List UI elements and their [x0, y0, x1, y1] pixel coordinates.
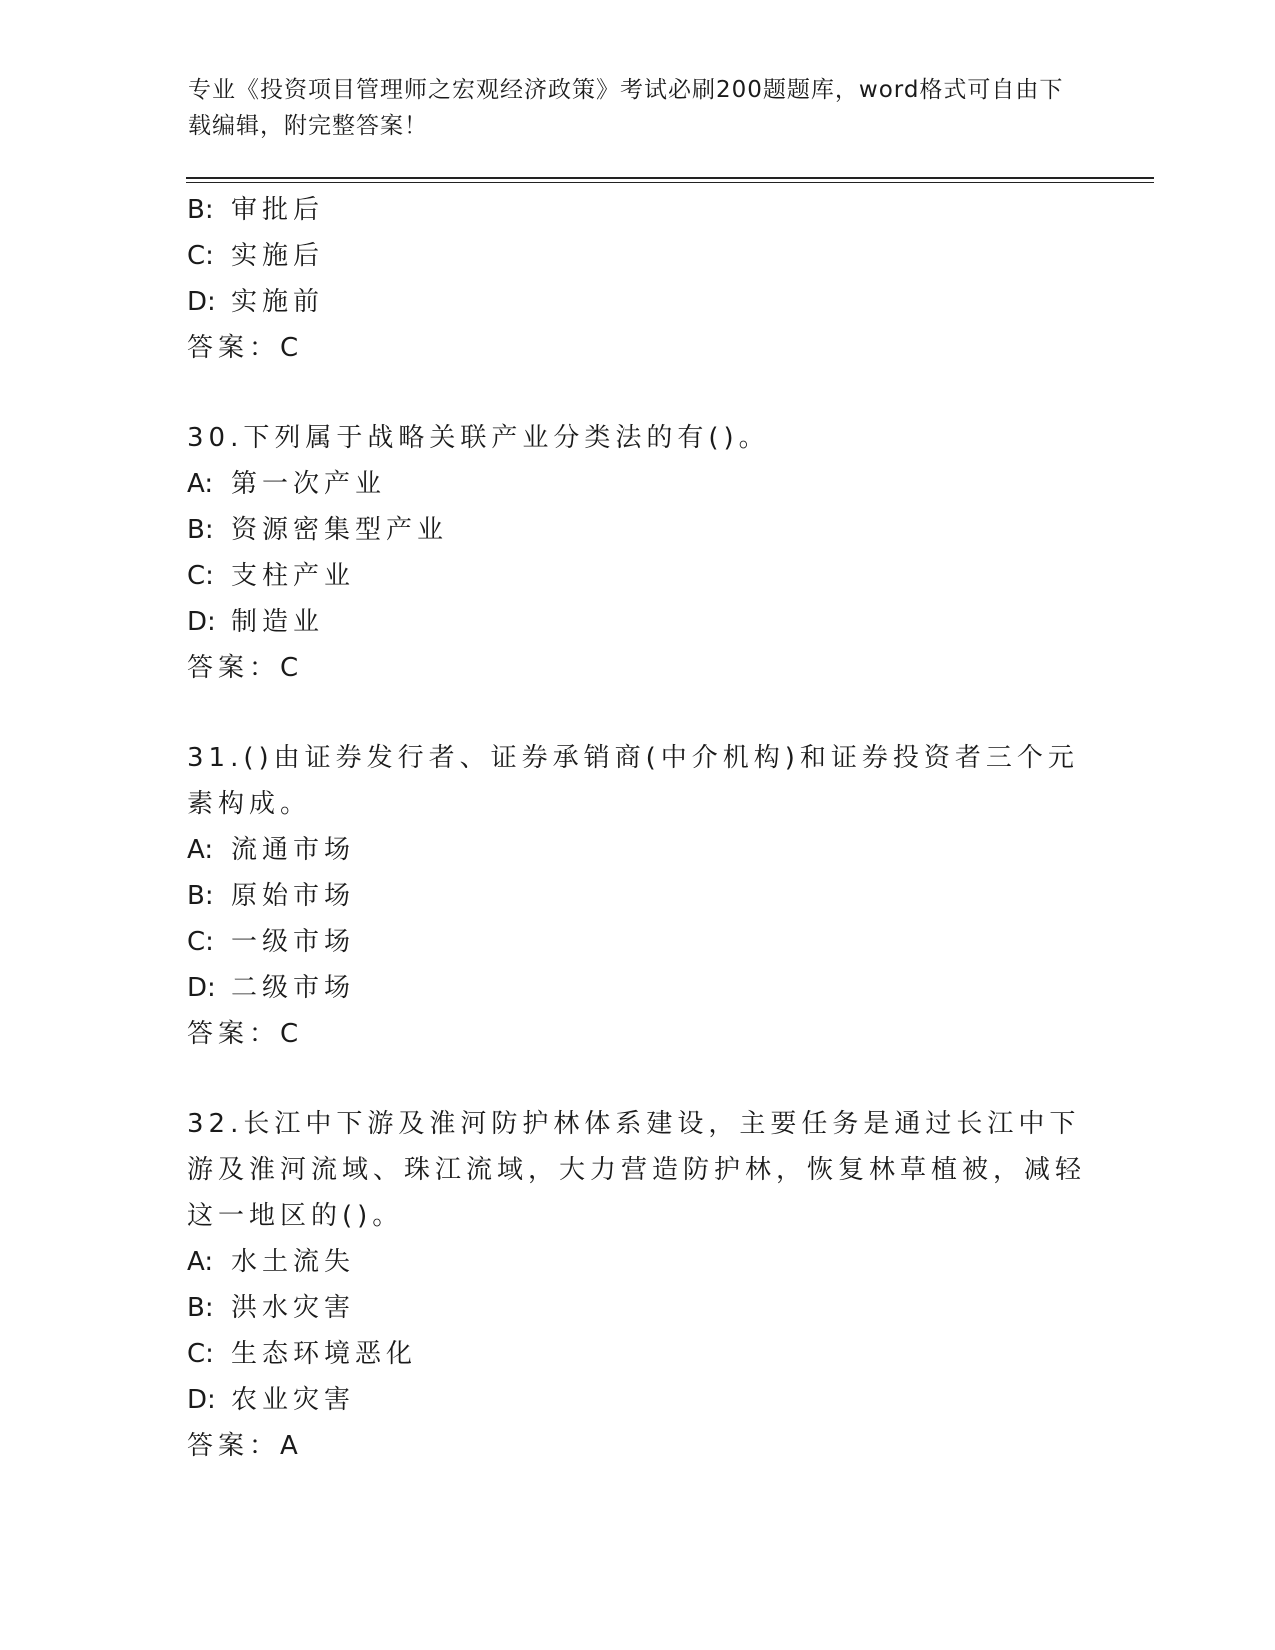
option-letter: A:	[187, 1247, 214, 1277]
option-text: 制造业	[231, 607, 325, 637]
option-c	[187, 919, 1087, 965]
question-32	[187, 1101, 1087, 1469]
option-text: 实施前	[231, 287, 325, 317]
answer-line: 答案：C	[187, 653, 304, 683]
option-letter: B:	[187, 515, 214, 545]
option-text: 流通市场	[231, 835, 356, 865]
option-a	[187, 1239, 1087, 1285]
option-d	[187, 1377, 1087, 1423]
question-content	[187, 187, 1087, 1469]
option-c	[187, 1331, 1087, 1377]
question-31	[187, 735, 1087, 1057]
option-letter: C:	[187, 927, 214, 957]
question-stem: 32.长江中下游及淮河防护林体系建设，主要任务是通过长江中下游及淮河流域、珠江流域，大力营造防护林，恢复林草植被，减轻这一地区的()。	[187, 1109, 1087, 1231]
option-text: 农业灾害	[231, 1385, 356, 1415]
option-text: 支柱产业	[231, 561, 356, 591]
option-text: 水土流失	[231, 1247, 356, 1277]
header-divider-thick	[186, 177, 1154, 179]
option-text: 洪水灾害	[231, 1293, 356, 1323]
option-text: 原始市场	[231, 881, 356, 911]
option-a	[187, 461, 1087, 507]
document-header: 专业《投资项目管理师之宏观经济政策》考试必刷200题题库，word格式可自由下载编辑，附完整答案！	[188, 77, 1064, 139]
option-b	[187, 1285, 1087, 1331]
header-divider-thin	[186, 182, 1154, 183]
option-letter: D:	[187, 973, 216, 1003]
option-text: 第一次产业	[231, 469, 387, 499]
option-letter: A:	[187, 835, 214, 865]
continued-question	[187, 187, 1087, 371]
option-text: 审批后	[231, 195, 325, 225]
option-letter: C:	[187, 241, 214, 271]
answer-line: 答案：C	[187, 1019, 304, 1049]
question-stem: 30.下列属于战略关联产业分类法的有()。	[187, 423, 770, 453]
option-text: 二级市场	[231, 973, 356, 1003]
option-c	[187, 233, 1087, 279]
option-letter: B:	[187, 1293, 214, 1323]
option-letter: D:	[187, 607, 216, 637]
question-30	[187, 415, 1087, 691]
option-b	[187, 873, 1087, 919]
option-text: 生态环境恶化	[231, 1339, 418, 1369]
answer-line: 答案：C	[187, 333, 304, 363]
option-letter: B:	[187, 881, 214, 911]
option-letter: C:	[187, 561, 214, 591]
option-text: 实施后	[231, 241, 325, 271]
option-text: 一级市场	[231, 927, 356, 957]
option-c	[187, 553, 1087, 599]
option-b	[187, 187, 1087, 233]
answer-line: 答案：A	[187, 1431, 303, 1461]
question-stem: 31.()由证券发行者、证券承销商(中介机构)和证券投资者三个元素构成。	[187, 743, 1079, 819]
option-b	[187, 507, 1087, 553]
option-text: 资源密集型产业	[231, 515, 449, 545]
option-letter: D:	[187, 287, 216, 317]
option-d	[187, 599, 1087, 645]
option-letter: A:	[187, 469, 214, 499]
option-letter: C:	[187, 1339, 214, 1369]
option-d	[187, 279, 1087, 325]
option-letter: B:	[187, 195, 214, 225]
option-letter: D:	[187, 1385, 216, 1415]
option-a	[187, 827, 1087, 873]
option-d	[187, 965, 1087, 1011]
